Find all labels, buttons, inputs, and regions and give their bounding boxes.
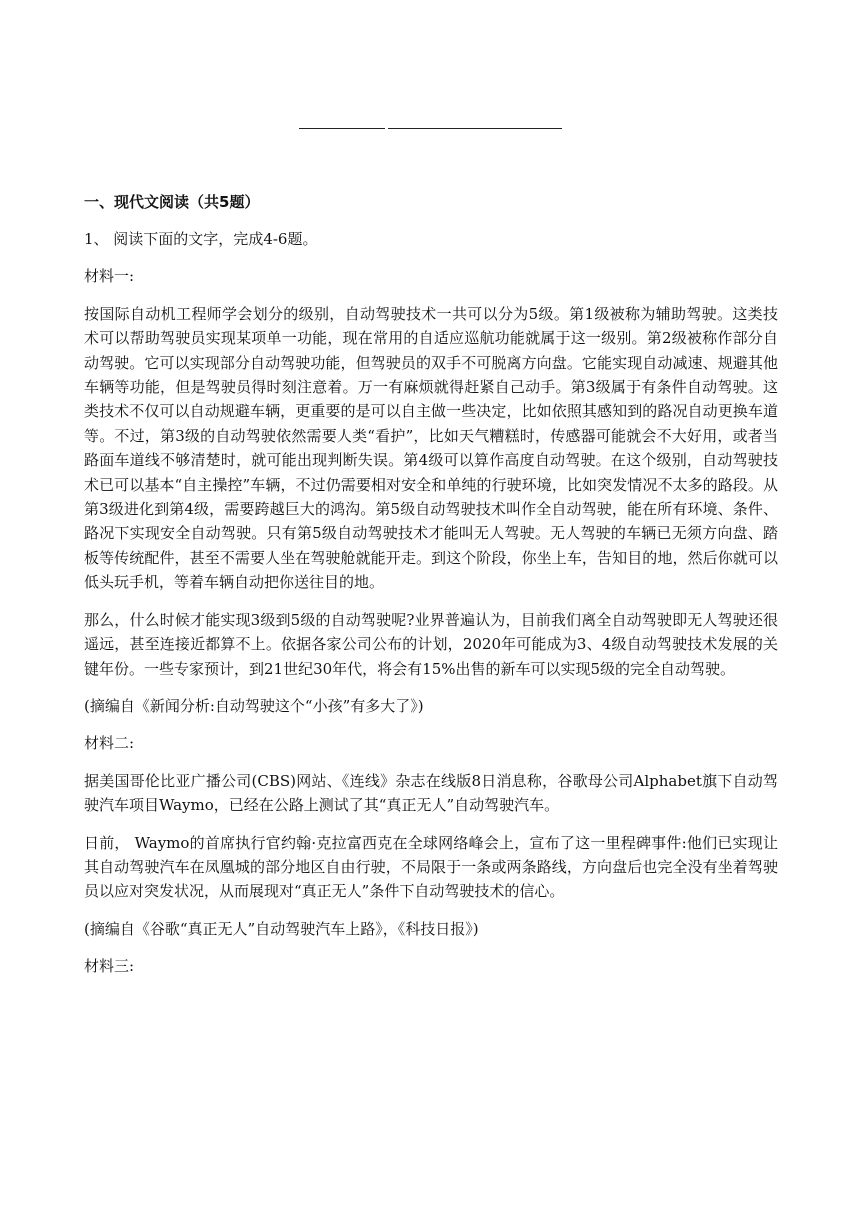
material1-label: 材料一: — [84, 267, 135, 286]
material2-label: 材料二: — [84, 734, 135, 753]
material2-paragraph-1: 据美国哥伦比亚广播公司(CBS)网站、《连线》杂志在线版8日消息称，谷歌母公司Alphabet旗下自动驾驶汽车项目Waymo，已经在公路上测试了其“真正无人”自动驾驶汽车。 — [84, 771, 778, 815]
material1-paragraph-1: 按国际自动机工程师学会划分的级别，自动驾驶技术一共可以分为5级。第1级被称为辅助驾驶。这类技术可以帮助驾驶员实现某项单一功能，现在常用的自适应巡航功能就属于这一级别。第2级被称作部分自动驾驶。它可以实现部分自动驾驶功能，但驾驶员的双手不可脱离方向盘。它能实现自动减速、规避其他车辆等功能，但是驾驶员得时刻注意着。万一有麻烦就得赶紧自己动手。第3级属于有条件自动驾驶。这类技术不仅可以自动规避车辆，更重要的是可以自主做一些决定，比如依照其感知到的路况自动更换车道等。不过，第3级的自动驾驶依然需要人类“看护”，比如天气糟糕时，传感器可能就会不大好用，或者当路面车道线不够清楚时，就可能出现判断失误。第4级可以算作高度自动驾驶。在这个级别，自动驾驶技术已可以基本“自主操控”车辆，不过仍需要相对安全和单纯的行驶环境，比如突发情况不太多的路段。从第3级进化到第4级，需要跨越巨大的鸿沟。第5级自动驾驶技术叫作全自动驾驶，能在所有环境、条件、路况下实现安全自动驾驶。只有第5级自动驾驶技术才能叫无人驾驶。无人驾驶的车辆已无须方向盘、踏板等传统配件，甚至不需要人坐在驾驶舱就能开走。到这个阶段，你坐上车，告知目的地，然后你就可以低头玩手机，等着车辆自动把你送往目的地。 — [84, 304, 778, 592]
header-rule-right — [388, 128, 562, 129]
section-heading: 一、现代文阅读（共5题） — [84, 193, 260, 211]
material1-source: (摘编自《新闻分析:自动驾驶这个“小孩”有多大了》) — [84, 696, 424, 715]
question-stem: 1、 阅读下面的文字，完成4-6题。 — [84, 230, 318, 248]
document-body — [84, 190, 778, 992]
header-rule-left — [299, 128, 385, 129]
material2-source: (摘编自《谷歌“真正无人”自动驾驶汽车上路》，《科技日报》) — [84, 919, 479, 938]
material3-label: 材料三: — [84, 957, 135, 976]
material2-paragraph-2: 日前， Waymo的首席执行官约翰·克拉富西克在全球网络峰会上，宣布了这一里程碑事件:他们已实现让其自动驾驶汽车在凤凰城的部分地区自由行驶，不局限于一条或两条路线，方向盘后也完全没有坐着驾驶员以应对突发状况，从而展现对“真正无人”条件下自动驾驶技术的信心。 — [84, 833, 778, 901]
material1-paragraph-2: 那么，什么时候才能实现3级到5级的自动驾驶呢?业界普遍认为，目前我们离全自动驾驶即无人驾驶还很遥远，甚至连接近都算不上。依据各家公司公布的计划，2020年可能成为3、4级自动驾驶技术发展的关键年份。一些专家预计，到21世纪30年代，将会有15%出售的新车可以实现5级的完全自动驾驶。 — [84, 610, 778, 678]
